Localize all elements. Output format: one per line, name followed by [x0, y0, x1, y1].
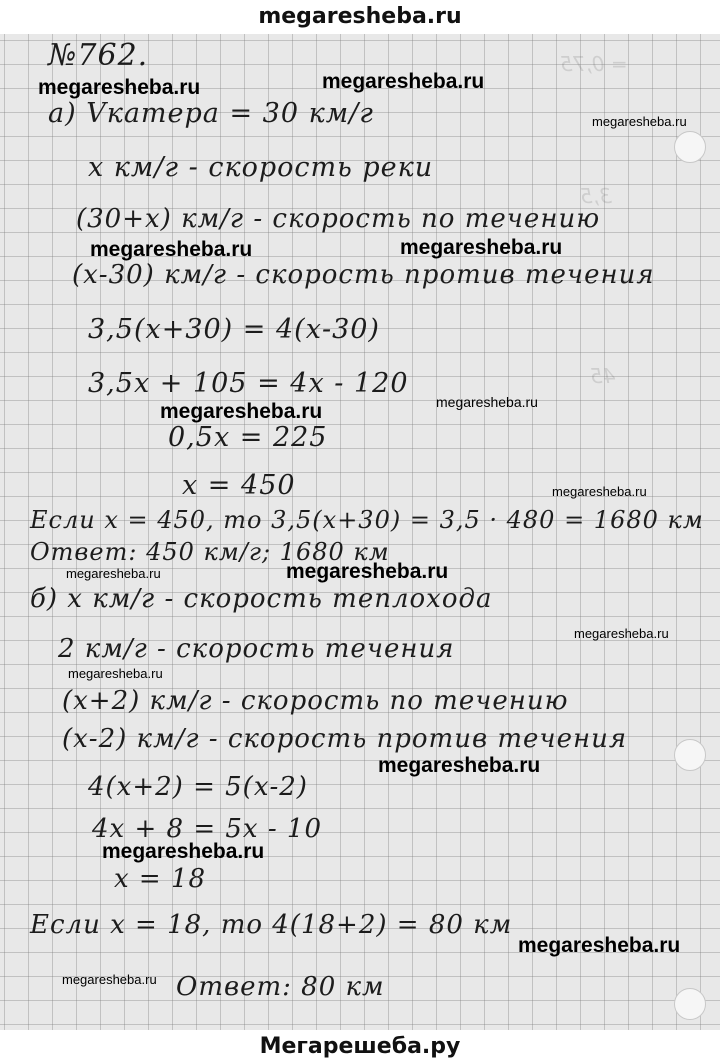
equation-line: 4х + 8 = 5х - 10 [92, 814, 322, 844]
watermark: megaresheba.ru [322, 70, 485, 93]
watermark: megaresheba.ru [160, 400, 323, 423]
watermark: megaresheba.ru [518, 934, 681, 957]
bleed-through-text: 45 [590, 364, 616, 388]
bleed-through-text: = 0,75 [560, 52, 628, 76]
solution-line: (30+х) км/г - скорость по течению [76, 204, 601, 234]
watermark: megaresheba.ru [68, 666, 163, 681]
watermark: megaresheba.ru [378, 754, 541, 777]
task-number: №762. [48, 38, 149, 73]
equation-line: 3,5х + 105 = 4х - 120 [88, 368, 409, 399]
watermark: megaresheba.ru [552, 484, 647, 499]
equation-line: 0,5х = 225 [168, 422, 328, 453]
equation-line: х = 18 [114, 864, 207, 894]
punch-hole [674, 739, 706, 771]
solution-line: б) х км/г - скорость теплохода [30, 584, 493, 614]
watermark: megaresheba.ru [90, 238, 253, 261]
watermark: megaresheba.ru [38, 76, 201, 99]
conclusion-line: Если х = 450, то 3,5(х+30) = 3,5 · 480 = 1680 км [30, 506, 704, 534]
watermark: megaresheba.ru [400, 236, 563, 259]
punch-hole [674, 131, 706, 163]
solution-line: 2 км/г - скорость течения [58, 634, 455, 664]
watermark: megaresheba.ru [592, 114, 687, 129]
watermark: megaresheba.ru [62, 972, 157, 987]
solution-line: (х-30) км/г - скорость против течения [72, 260, 655, 290]
solution-line: (х+2) км/г - скорость по течению [62, 686, 569, 716]
conclusion-line: Если х = 18, то 4(18+2) = 80 км [30, 910, 513, 940]
watermark: megaresheba.ru [574, 626, 669, 641]
watermark: megaresheba.ru [436, 394, 538, 410]
watermark: megaresheba.ru [66, 566, 161, 581]
watermark: megaresheba.ru [102, 840, 265, 863]
solution-line: х км/г - скорость реки [88, 152, 434, 183]
notebook-page [0, 34, 720, 1030]
bleed-through-text: 3,5 [580, 184, 612, 208]
answer-line: Ответ: 450 км/г; 1680 км [30, 538, 390, 566]
site-footer: Мегарешеба.ру [0, 1030, 720, 1064]
watermark: megaresheba.ru [286, 560, 449, 583]
equation-line: 4(х+2) = 5(х-2) [88, 772, 308, 802]
equation-line: 3,5(х+30) = 4(х-30) [88, 314, 380, 345]
punch-hole [674, 988, 706, 1020]
site-header: megaresheba.ru [0, 0, 720, 34]
equation-line: х = 450 [182, 470, 296, 501]
answer-line: Ответ: 80 км [176, 972, 385, 1002]
solution-line: а) Vкатера = 30 км/г [48, 98, 374, 129]
solution-line: (х-2) км/г - скорость против течения [62, 724, 628, 754]
